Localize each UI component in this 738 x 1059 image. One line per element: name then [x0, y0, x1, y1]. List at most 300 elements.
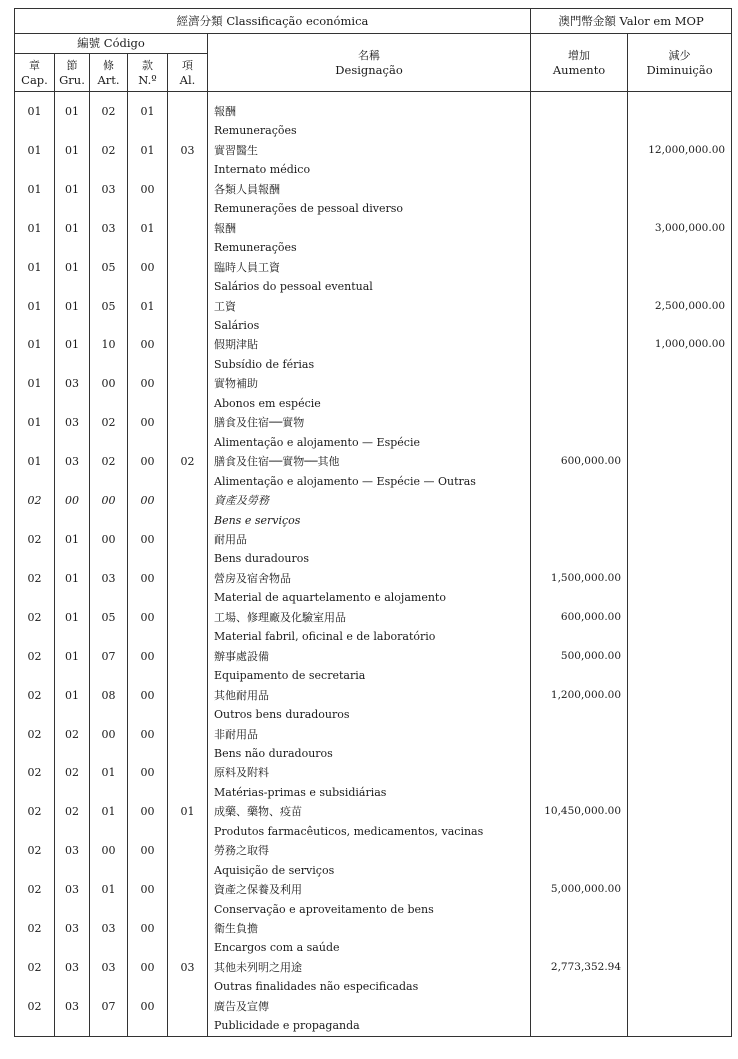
code-cap: 01 — [15, 102, 55, 121]
increase-empty — [531, 355, 628, 374]
col-heading-cap — [15, 54, 55, 92]
designation-zh: 原料及附料 — [208, 763, 531, 782]
code-num: 00 — [128, 686, 168, 705]
table-row — [15, 880, 732, 899]
code-art: 01 — [90, 763, 128, 782]
table-row-continuation — [15, 549, 732, 568]
code-empty — [128, 666, 168, 685]
increase-amount: 2,773,352.94 — [531, 958, 628, 977]
increase-amount — [531, 841, 628, 860]
table-row-continuation — [15, 472, 732, 491]
increase-amount: 10,450,000.00 — [531, 802, 628, 821]
increase-empty — [531, 900, 628, 919]
code-empty — [128, 900, 168, 919]
code-empty — [168, 705, 208, 724]
decrease-heading-pt: Diminuição — [646, 62, 713, 77]
table-row — [15, 802, 732, 821]
code-cap: 02 — [15, 530, 55, 549]
code-num: 01 — [128, 219, 168, 238]
code-empty — [128, 121, 168, 140]
decrease-empty — [628, 627, 732, 646]
code-gru: 03 — [55, 413, 90, 432]
code-empty — [128, 549, 168, 568]
increase-amount: 600,000.00 — [531, 452, 628, 471]
code-empty — [55, 705, 90, 724]
table-row-continuation — [15, 705, 732, 724]
decrease-empty — [628, 277, 732, 296]
code-gru: 03 — [55, 374, 90, 393]
code-empty — [90, 316, 128, 335]
table-row-continuation — [15, 511, 732, 530]
table-row — [15, 102, 732, 121]
code-empty — [90, 1016, 128, 1036]
code-empty — [15, 783, 55, 802]
col-heading-num — [128, 54, 168, 92]
designation-zh: 辦事處設備 — [208, 647, 531, 666]
decrease-empty — [628, 705, 732, 724]
code-empty — [168, 977, 208, 996]
table-row — [15, 919, 732, 938]
code-art: 02 — [90, 102, 128, 121]
table-row-continuation — [15, 783, 732, 802]
designation-zh: 衛生負擔 — [208, 919, 531, 938]
code-art: 05 — [90, 608, 128, 627]
col-heading-gru — [55, 54, 90, 92]
increase-empty — [531, 627, 628, 646]
code-empty — [128, 938, 168, 957]
decrease-amount — [628, 374, 732, 393]
designation-zh: 其他耐用品 — [208, 686, 531, 705]
code-empty — [55, 160, 90, 179]
code-gru: 03 — [55, 919, 90, 938]
code-empty — [168, 277, 208, 296]
code-al — [168, 297, 208, 316]
decrease-amount — [628, 919, 732, 938]
increase-empty — [531, 861, 628, 880]
code-art: 00 — [90, 725, 128, 744]
decrease-empty — [628, 938, 732, 957]
code-empty — [55, 511, 90, 530]
designation-zh: 膳食及住宿──實物──其他 — [208, 452, 531, 471]
code-al: 02 — [168, 452, 208, 471]
code-cap: 01 — [15, 335, 55, 354]
code-cap: 02 — [15, 491, 55, 510]
designation-heading-pt: Designação — [335, 62, 403, 77]
code-empty — [15, 433, 55, 452]
table-row — [15, 452, 732, 471]
code-al: 03 — [168, 141, 208, 160]
increase-amount: 600,000.00 — [531, 608, 628, 627]
code-empty — [90, 900, 128, 919]
code-empty — [168, 900, 208, 919]
code-empty — [128, 977, 168, 996]
code-art: 00 — [90, 841, 128, 860]
decrease-amount: 1,000,000.00 — [628, 335, 732, 354]
table-spacer-row — [15, 92, 732, 103]
decrease-amount: 3,000,000.00 — [628, 219, 732, 238]
table-body — [15, 92, 732, 1037]
increase-empty — [531, 316, 628, 335]
code-empty — [90, 355, 128, 374]
code-gru: 02 — [55, 763, 90, 782]
code-empty — [15, 277, 55, 296]
code-empty — [90, 394, 128, 413]
code-cap: 01 — [15, 374, 55, 393]
designation-pt: Conservação e aproveitamento de bens — [208, 900, 531, 919]
table-row-continuation — [15, 822, 732, 841]
code-al — [168, 374, 208, 393]
code-empty — [168, 588, 208, 607]
increase-amount — [531, 530, 628, 549]
code-empty — [168, 238, 208, 257]
code-cap: 01 — [15, 180, 55, 199]
code-empty — [55, 199, 90, 218]
code-empty — [55, 977, 90, 996]
code-empty — [168, 316, 208, 335]
code-empty — [90, 549, 128, 568]
increase-empty — [531, 277, 628, 296]
decrease-amount — [628, 569, 732, 588]
code-gru: 01 — [55, 258, 90, 277]
code-empty — [128, 783, 168, 802]
designation-pt: Subsídio de férias — [208, 355, 531, 374]
code-art: 05 — [90, 297, 128, 316]
code-cap: 02 — [15, 686, 55, 705]
table-row-continuation — [15, 938, 732, 957]
code-al — [168, 102, 208, 121]
code-empty — [55, 394, 90, 413]
decrease-amount — [628, 608, 732, 627]
code-cap: 02 — [15, 919, 55, 938]
increase-empty — [531, 199, 628, 218]
increase-amount: 5,000,000.00 — [531, 880, 628, 899]
designation-pt: Internato médico — [208, 160, 531, 179]
designation-pt: Salários do pessoal eventual — [208, 277, 531, 296]
code-empty — [90, 238, 128, 257]
code-empty — [90, 822, 128, 841]
code-empty — [90, 199, 128, 218]
code-empty — [55, 588, 90, 607]
code-empty — [15, 900, 55, 919]
decrease-amount: 2,500,000.00 — [628, 297, 732, 316]
increase-amount — [531, 997, 628, 1016]
decrease-amount — [628, 452, 732, 471]
table-row — [15, 297, 732, 316]
code-num: 00 — [128, 647, 168, 666]
code-empty — [128, 1016, 168, 1036]
table-row-continuation — [15, 977, 732, 996]
increase-amount — [531, 258, 628, 277]
code-empty — [55, 549, 90, 568]
decrease-amount — [628, 725, 732, 744]
code-empty — [55, 900, 90, 919]
code-gru: 01 — [55, 102, 90, 121]
table-row-continuation — [15, 433, 732, 452]
decrease-amount — [628, 686, 732, 705]
increase-amount — [531, 919, 628, 938]
table-row-continuation — [15, 744, 732, 763]
code-empty — [168, 355, 208, 374]
code-empty — [128, 861, 168, 880]
designation-zh: 資產及勞務 — [208, 491, 531, 510]
code-empty — [90, 744, 128, 763]
increase-empty — [531, 666, 628, 685]
decrease-amount — [628, 958, 732, 977]
designation-pt: Publicidade e propaganda — [208, 1016, 531, 1036]
code-empty — [15, 121, 55, 140]
designation-pt: Equipamento de secretaria — [208, 666, 531, 685]
table-row — [15, 569, 732, 588]
code-empty — [168, 199, 208, 218]
designation-heading-zh: 名稱 — [358, 48, 381, 62]
decrease-amount — [628, 997, 732, 1016]
increase-empty — [531, 433, 628, 452]
code-empty — [15, 938, 55, 957]
designation-zh: 成藥、藥物、疫苗 — [208, 802, 531, 821]
table-row — [15, 997, 732, 1016]
code-num: 00 — [128, 335, 168, 354]
table-row — [15, 841, 732, 860]
increase-empty — [531, 238, 628, 257]
designation-zh: 臨時人員工資 — [208, 258, 531, 277]
increase-empty — [531, 1016, 628, 1036]
table-row — [15, 374, 732, 393]
col-heading-gru-pt: Gru. — [59, 72, 85, 87]
code-al — [168, 530, 208, 549]
increase-empty — [531, 705, 628, 724]
designation-zh: 假期津貼 — [208, 335, 531, 354]
designation-pt: Remunerações — [208, 238, 531, 257]
increase-empty — [531, 822, 628, 841]
increase-amount — [531, 297, 628, 316]
code-empty — [15, 472, 55, 491]
table-row — [15, 725, 732, 744]
code-empty — [15, 511, 55, 530]
code-art: 01 — [90, 802, 128, 821]
code-empty — [168, 549, 208, 568]
code-gru: 01 — [55, 647, 90, 666]
decrease-empty — [628, 121, 732, 140]
code-gru: 01 — [55, 180, 90, 199]
decrease-empty — [628, 160, 732, 179]
decrease-empty — [628, 394, 732, 413]
designation-pt: Salários — [208, 316, 531, 335]
table-row — [15, 530, 732, 549]
designation-zh: 膳食及住宿──實物 — [208, 413, 531, 432]
decrease-empty — [628, 900, 732, 919]
code-gru: 01 — [55, 219, 90, 238]
increase-empty — [531, 394, 628, 413]
increase-amount — [531, 763, 628, 782]
increase-amount — [531, 180, 628, 199]
code-num: 00 — [128, 530, 168, 549]
decrease-empty — [628, 666, 732, 685]
designation-pt: Material de aquartelamento e alojamento — [208, 588, 531, 607]
designation-zh: 耐用品 — [208, 530, 531, 549]
code-empty — [90, 277, 128, 296]
code-empty — [168, 472, 208, 491]
code-empty — [55, 861, 90, 880]
code-num: 00 — [128, 997, 168, 1016]
code-num: 00 — [128, 880, 168, 899]
decrease-amount — [628, 180, 732, 199]
code-cap: 02 — [15, 802, 55, 821]
code-num: 00 — [128, 413, 168, 432]
budget-table — [14, 8, 732, 1037]
decrease-empty — [628, 861, 732, 880]
code-empty — [90, 705, 128, 724]
code-empty — [128, 744, 168, 763]
col-heading-num-pt: N.º — [138, 72, 157, 87]
code-al: 03 — [168, 958, 208, 977]
code-empty — [168, 394, 208, 413]
code-empty — [55, 121, 90, 140]
table-row — [15, 219, 732, 238]
code-empty — [90, 783, 128, 802]
code-gru: 01 — [55, 608, 90, 627]
code-empty — [90, 121, 128, 140]
code-empty — [55, 783, 90, 802]
increase-empty — [531, 160, 628, 179]
code-num: 00 — [128, 958, 168, 977]
code-empty — [90, 666, 128, 685]
table-row-continuation — [15, 199, 732, 218]
code-num: 00 — [128, 258, 168, 277]
increase-heading-zh: 增加 — [568, 48, 591, 62]
code-empty — [168, 433, 208, 452]
code-empty — [90, 627, 128, 646]
designation-pt: Produtos farmacêuticos, medicamentos, vacinas — [208, 822, 531, 841]
designation-pt: Matérias-primas e subsidiárias — [208, 783, 531, 802]
code-cap: 01 — [15, 219, 55, 238]
decrease-empty — [628, 783, 732, 802]
decrease-empty — [628, 588, 732, 607]
code-empty — [15, 705, 55, 724]
designation-zh: 各類人員報酬 — [208, 180, 531, 199]
code-art: 02 — [90, 413, 128, 432]
currency-heading: 澳門幣金額 Valor em MOP — [531, 9, 732, 34]
code-empty — [90, 472, 128, 491]
increase-amount: 1,500,000.00 — [531, 569, 628, 588]
code-empty — [168, 783, 208, 802]
col-heading-al — [168, 54, 208, 92]
decrease-amount — [628, 841, 732, 860]
table-row — [15, 335, 732, 354]
code-empty — [128, 433, 168, 452]
col-heading-num-zh: 款 — [142, 58, 153, 72]
table-row — [15, 413, 732, 432]
code-num: 00 — [128, 725, 168, 744]
table-row-continuation — [15, 900, 732, 919]
decrease-amount — [628, 491, 732, 510]
increase-amount — [531, 335, 628, 354]
code-gru: 02 — [55, 802, 90, 821]
code-art: 10 — [90, 335, 128, 354]
decrease-empty — [628, 744, 732, 763]
code-empty — [168, 822, 208, 841]
designation-zh: 資產之保養及利用 — [208, 880, 531, 899]
code-empty — [90, 861, 128, 880]
code-empty — [15, 977, 55, 996]
code-al — [168, 569, 208, 588]
col-heading-al-zh: 項 — [182, 58, 193, 72]
decrease-amount: 12,000,000.00 — [628, 141, 732, 160]
table-row-continuation — [15, 588, 732, 607]
code-al — [168, 258, 208, 277]
code-al: 01 — [168, 802, 208, 821]
code-cap: 02 — [15, 725, 55, 744]
designation-zh: 工資 — [208, 297, 531, 316]
code-cap: 01 — [15, 141, 55, 160]
table-row-continuation — [15, 316, 732, 335]
code-gru: 02 — [55, 725, 90, 744]
increase-amount — [531, 102, 628, 121]
code-al — [168, 413, 208, 432]
code-art: 03 — [90, 958, 128, 977]
code-cap: 02 — [15, 880, 55, 899]
code-al — [168, 608, 208, 627]
increase-amount — [531, 219, 628, 238]
code-empty — [15, 316, 55, 335]
table-row — [15, 958, 732, 977]
decrease-empty — [628, 238, 732, 257]
increase-heading — [531, 34, 628, 92]
increase-empty — [531, 511, 628, 530]
code-empty — [15, 627, 55, 646]
increase-empty — [531, 977, 628, 996]
code-empty — [55, 238, 90, 257]
table-row — [15, 686, 732, 705]
code-cap: 02 — [15, 647, 55, 666]
code-art: 07 — [90, 647, 128, 666]
code-empty — [15, 1016, 55, 1036]
code-empty — [128, 160, 168, 179]
code-empty — [15, 822, 55, 841]
table-row — [15, 763, 732, 782]
code-empty — [168, 744, 208, 763]
table-row — [15, 608, 732, 627]
code-empty — [55, 666, 90, 685]
code-al — [168, 335, 208, 354]
code-empty — [128, 199, 168, 218]
code-empty — [168, 938, 208, 957]
code-gru: 03 — [55, 997, 90, 1016]
col-heading-cap-pt: Cap. — [21, 72, 48, 87]
table-row-continuation — [15, 394, 732, 413]
code-empty — [15, 199, 55, 218]
designation-zh: 廣告及宣傳 — [208, 997, 531, 1016]
table-row — [15, 491, 732, 510]
decrease-heading — [628, 34, 732, 92]
increase-empty — [531, 744, 628, 763]
col-heading-art-zh: 條 — [103, 58, 114, 72]
table-row-continuation — [15, 238, 732, 257]
decrease-empty — [628, 472, 732, 491]
code-empty — [168, 511, 208, 530]
code-gru: 03 — [55, 452, 90, 471]
code-empty — [55, 277, 90, 296]
code-empty — [90, 588, 128, 607]
code-empty — [168, 121, 208, 140]
code-empty — [55, 938, 90, 957]
decrease-empty — [628, 355, 732, 374]
code-art: 03 — [90, 180, 128, 199]
code-cap: 02 — [15, 997, 55, 1016]
code-empty — [128, 472, 168, 491]
code-empty — [128, 822, 168, 841]
decrease-empty — [628, 199, 732, 218]
decrease-empty — [628, 822, 732, 841]
